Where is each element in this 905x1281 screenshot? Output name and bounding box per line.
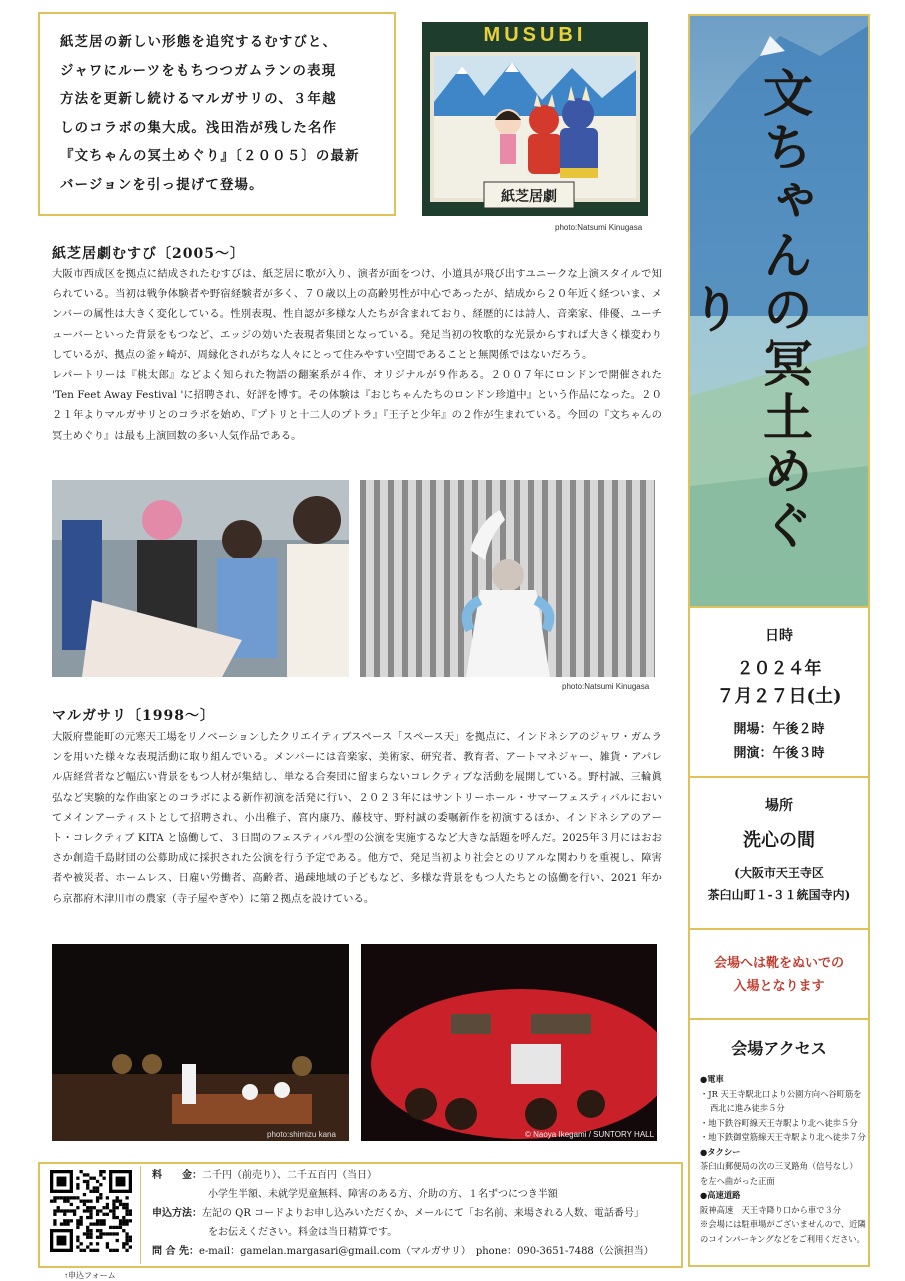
intro-line: バージョンを引っ提げて登場。	[60, 176, 264, 193]
fee-value: 二千円（前売り）、二千五百円（当日）	[202, 1170, 377, 1181]
intro-line: 『文ちゃんの冥土めぐり』〔２００５〕の最新	[60, 148, 360, 164]
venue-address-1: (大阪市天王寺区	[734, 866, 824, 880]
apply-value: 左記の QR コードよりお申し込みいただくか、メールにて「お名前、来場される人数、電話番号」	[202, 1208, 644, 1219]
divider	[690, 776, 868, 778]
musubi-plate: 紙芝居劇	[501, 189, 557, 205]
access-line: 阪神高速 天王寺降り口から車で３分	[700, 1204, 842, 1215]
fee-row-2: 小学生半額、未就学児童無料、障害のある方、介助の方、１名ずつにつき半額	[208, 1189, 558, 1200]
access-line: 西北に進み徒歩５分	[710, 1103, 785, 1113]
start-time: 開演：午後３時	[733, 746, 825, 761]
paragraph: 大阪府豊能町の元寒天工場をリノベーションしたクリエイティブスペース「スペース天」を拠点に、インドネシアのジャワ・ガムランを用いた様々な表現活動に取り組んでいる。メンバーには音楽家、美術家、研究者、教育者、アートマネジャー、雑貨・アパレル店経営者など幅広い背景をもつ人材が集結し、単なる合奏団に留まらないコレクティブな活動を展開している。野村誠、三輪眞弘など実験的な作曲家とのコラボによる新作初演を活発に行い、２０２３年にはサントリーホール・サマーフェスティバルにおいてメインアーティストとして招聘され、小出稚子、宮内康乃、藤枝守、野村誠の委嘱新作を初演するほか、インドネシアのアート・コレクティブ KITA と協働して、３日間のフェスティバル型の公演を実施するなど大きな話題を呼んだ。2025年３月にはおおさか創造千島財団の公募助成に採択された公演を行う予定である。他方で、発足当初より社会とのリアルな関わりを重視し、障害者や被災者、ホームレス、日雇い労働者、高齢者、過疎地域の子どもなど、多様な背景をもつ人たちとの協働を行い、2021 年から京都府木津川市の農家（寺子屋やぎや）に第２拠点を設けている。	[52, 731, 662, 905]
date-year: ２０２４年	[736, 659, 822, 679]
paragraph: 大阪市西成区を拠点に結成されたむすびは、紙芝居に歌が入り、演者が面をつけ、小道具が飛び出すユニークな上演スタイルで知られている。当初は戦争体験者や野宿経験者が多く、７０歳以上の高齢男性が中心であったが、結成から２０年近く経ついま、メンバーの属性は大きく変化している。性別表現、性自認が多様な人たちが含まれており、経歴的には詩人、音楽家、俳優、ユーチューバーといった背景をもつなど、エッジの効いた表現者集団となっている。発足当初の牧歌的な光景からすれば大きく様変わりしているが、拠点の釜ヶ崎が、周縁化されがちな人々にとって住みやすい空間であることと無関係ではないだろう。	[52, 268, 662, 361]
musubi-performance-photo-1	[52, 480, 349, 677]
divider	[690, 1018, 868, 1020]
intro-line: ジャワにルーツをもちつつガムランの表現	[60, 62, 337, 79]
photo-credit: photo:Natsumi Kinugasa	[555, 223, 643, 232]
access-line: のコインパーキングなどをご利用ください。	[700, 1233, 865, 1244]
qr-code[interactable]	[50, 1170, 132, 1252]
divider	[690, 606, 868, 608]
musubi-stage-photo	[422, 22, 648, 216]
margasari-performance-photo-2	[361, 944, 657, 1141]
apply-label: 申込方法：	[152, 1208, 202, 1219]
photo-credit: photo:shimizu kana	[267, 1130, 336, 1139]
photo-credit: © Naoya Ikegami / SUNTORY HALL	[525, 1130, 655, 1139]
poster-title: 文ちゃんの冥土めぐり	[683, 67, 814, 553]
intro-box	[38, 12, 396, 216]
date-day: ７月２７日(土)	[716, 686, 842, 707]
date-label: 日時	[765, 628, 793, 644]
section-title-margasari: マルガサリ〔1998〜〕	[52, 708, 215, 724]
section-body-musubi	[52, 264, 662, 446]
musubi-performance-photo-2	[360, 480, 655, 677]
open-time: 開場：午後２時	[733, 722, 825, 737]
venue-address-2: 茶臼山町１-３１統国寺内)	[707, 888, 851, 902]
access-line: ※会場には駐車場がございませんので、近隣	[700, 1219, 866, 1229]
section-body-margasari	[52, 727, 662, 909]
access-heading: ●タクシー	[700, 1146, 741, 1157]
contact-row	[152, 1244, 680, 1260]
shoes-notice	[690, 952, 868, 998]
access-line: ・地下鉄谷町線天王寺駅より北へ徒歩５分	[700, 1117, 858, 1128]
access-heading: ●高速道路	[700, 1190, 741, 1200]
apply-row-2: をお伝えください。料金は当日精算です。	[208, 1227, 398, 1238]
apply-row	[152, 1206, 680, 1222]
notice-line: 会場へは靴をぬいでの	[713, 956, 844, 971]
section-title-musubi: 紙芝居劇むすび〔2005〜〕	[52, 246, 245, 262]
fee-label: 料 金：	[152, 1170, 202, 1181]
musubi-sign: MUSUBI	[483, 24, 587, 46]
venue-label: 場所	[765, 798, 793, 814]
paragraph: レパートリーは『桃太郎』などよく知られた物語の翻案系が４作、オリジナルが９作ある。２００７年にロンドンで開催された 'Ten Feet Away Festival 'に招聘され、好評を博す。その体験は『おじちゃんたちのロンドン珍道中』という作品になった。２０２１年よりマルガサリとのコラボを始め、『プトリと十二人のプトラ』『王子と少年』の２作が生まれている。今回の『文ちゃんの冥土めぐり』は最も上演回数の多い人気作品である。	[52, 369, 662, 442]
access-line: 茶臼山郵便局の次の三叉路角（信号なし）	[700, 1161, 858, 1171]
intro-line: 方法を更新し続けるマルガサリの、３年越	[60, 91, 337, 107]
photo-credit: photo:Natsumi Kinugasa	[562, 682, 650, 691]
form-note: ↑申込フォーム	[64, 1271, 116, 1280]
access-line: ・地下鉄御堂筋線天王寺駅より北へ徒歩７分	[700, 1132, 866, 1142]
access-line: を左へ曲がった正面	[700, 1175, 775, 1186]
intro-line: しのコラボの集大成。浅田浩が残した名作	[60, 119, 338, 136]
access-line: ・JR 天王寺駅北口より公園方向へ谷町筋を	[700, 1088, 862, 1099]
access-details	[700, 1072, 868, 1246]
access-heading: ●電車	[700, 1074, 724, 1084]
info-vertical-divider	[140, 1166, 141, 1264]
intro-line: 紙芝居の新しい形態を追究するむすびと、	[60, 34, 338, 50]
venue-name: 洗心の間	[743, 830, 815, 851]
divider	[690, 928, 868, 930]
contact-label: 問 合 先：	[152, 1246, 199, 1257]
fee-row	[152, 1168, 677, 1184]
notice-line: 入場となります	[733, 979, 825, 994]
access-title: 会場アクセス	[731, 1039, 827, 1058]
contact-value[interactable]: e-mail：gamelan.margasari@gmail.com（マルガサリ） phone：090-3651-7488（公演担当）	[198, 1246, 654, 1257]
margasari-performance-photo-1	[52, 944, 349, 1141]
